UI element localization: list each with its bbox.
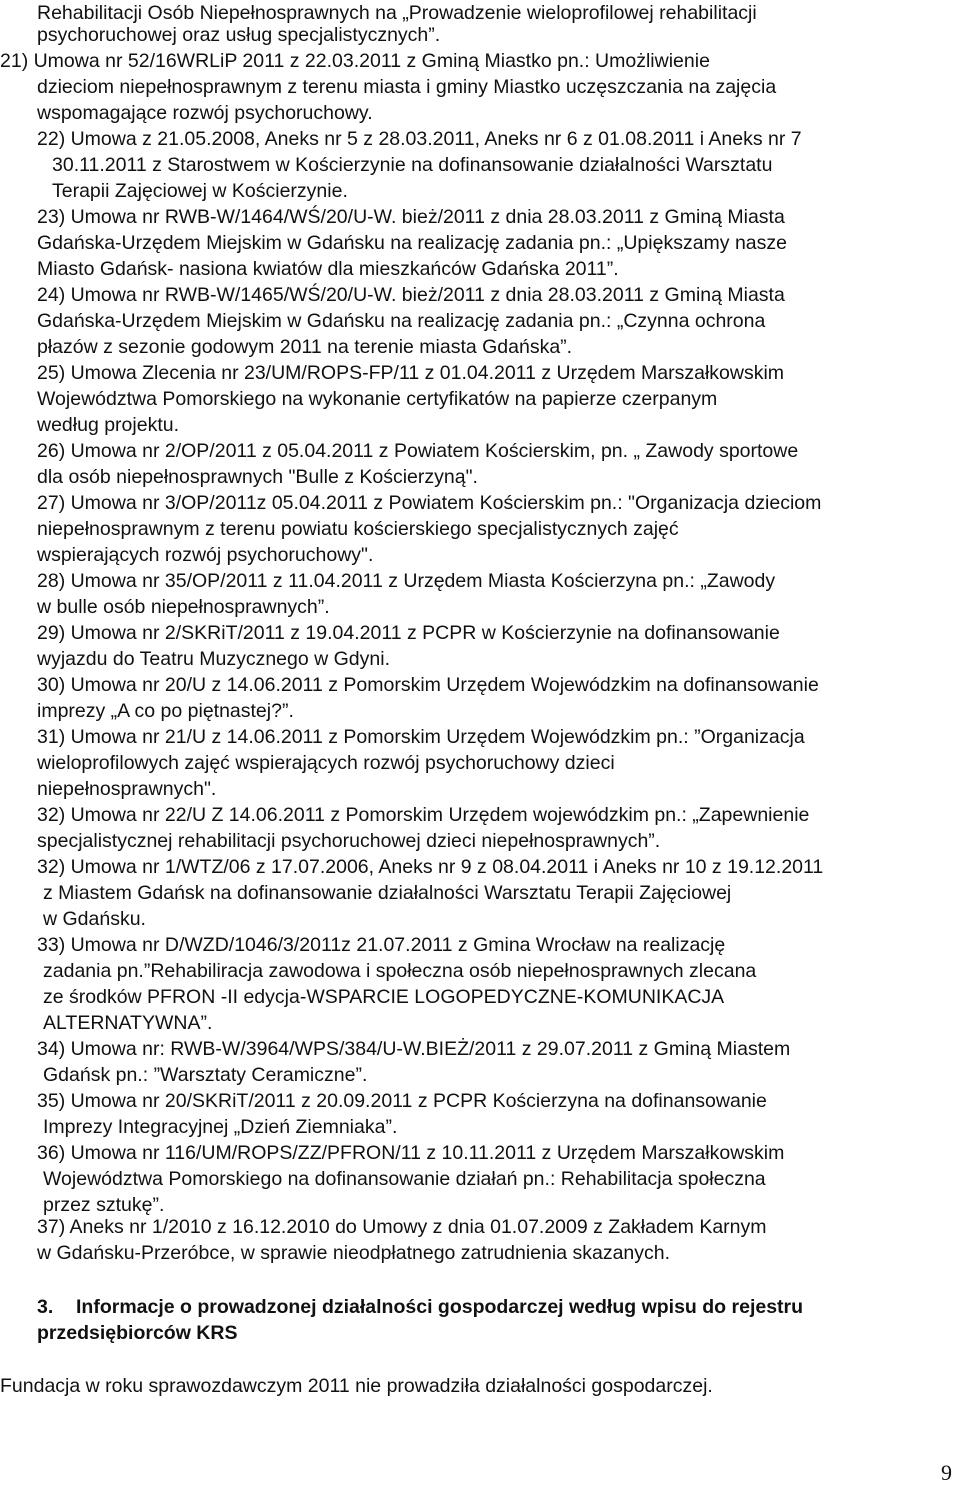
text-line: niepełnosprawnych". (37, 778, 217, 800)
text-line: według projektu. (37, 414, 180, 436)
section-heading-continued: przedsiębiorców KRS (37, 1322, 238, 1344)
list-item: 25) Umowa Zlecenia nr 23/UM/ROPS-FP/11 z 01.04.2011 z Urzędem Marszałkowskim (37, 362, 785, 384)
list-item: 32) Umowa nr 1/WTZ/06 z 17.07.2006, Aneks nr 9 z 08.04.2011 i Aneks nr 10 z 19.12.2011 (37, 856, 824, 878)
list-item: 37) Aneks nr 1/2010 z 16.12.2010 do Umowy z dnia 01.07.2009 z Zakładem Karnym (37, 1216, 767, 1238)
closing-paragraph: Fundacja w roku sprawozdawczym 2011 nie prowadziła działalności gospodarczej. (0, 1375, 713, 1397)
text-line: w bulle osób niepełnosprawnych”. (37, 596, 330, 618)
text-line: Terapii Zajęciowej w Kościerzynie. (52, 180, 348, 202)
text-line: wieloprofilowych zajęć wspierających rozwój psychoruchowy dzieci (37, 752, 615, 774)
text-line: Gdańska-Urzędem Miejskim w Gdańsku na realizację zadania pn.: „Upiększamy nasze (37, 232, 787, 254)
text-line: z Miastem Gdańsk na dofinansowanie działalności Warsztatu Terapii Zajęciowej (43, 882, 732, 904)
section-heading: Informacje o prowadzonej działalności gospodarczej według wpisu do rejestru (76, 1296, 804, 1318)
text-line: zadania pn.”Rehabiliracja zawodowa i społeczna osób niepełnosprawnych zlecana (43, 960, 757, 982)
text-line: psychoruchowej oraz usług specjalistycznych”. (37, 24, 441, 46)
text-line: dzieciom niepełnosprawnym z terenu miasta i gminy Miastko uczęszczania na zajęcia (37, 76, 777, 98)
text-line: Województwa Pomorskiego na wykonanie certyfikatów na papierze czerpanym (37, 388, 718, 410)
text-line: w Gdańsku. (43, 908, 146, 930)
text-line: ALTERNATYWNA”. (43, 1012, 213, 1034)
list-item: 33) Umowa nr D/WZD/1046/3/2011z 21.07.2011 z Gmina Wrocław na realizację (37, 934, 726, 956)
list-item: 36) Umowa nr 116/UM/ROPS/ZZ/PFRON/11 z 10.11.2011 z Urzędem Marszałkowskim (37, 1142, 785, 1164)
text-line: przez sztukę”. (43, 1194, 165, 1216)
text-line: dla osób niepełnosprawnych "Bulle z Kościerzyną". (37, 466, 478, 488)
list-item: 30) Umowa nr 20/U z 14.06.2011 z Pomorskim Urzędem Wojewódzkim na dofinansowanie (37, 674, 819, 696)
list-item: 26) Umowa nr 2/OP/2011 z 05.04.2011 z Powiatem Kościerskim, pn. „ Zawody sportowe (37, 440, 799, 462)
list-item: 27) Umowa nr 3/OP/2011z 05.04.2011 z Powiatem Kościerskim pn.: "Organizacja dzieciom (37, 492, 822, 514)
list-item: 24) Umowa nr RWB-W/1465/WŚ/20/U-W. bież/2011 z dnia 28.03.2011 z Gminą Miasta (37, 284, 785, 306)
list-item: 21) Umowa nr 52/16WRLiP 2011 z 22.03.2011 z Gminą Miastko pn.: Umożliwienie (0, 50, 710, 72)
list-item: 31) Umowa nr 21/U z 14.06.2011 z Pomorskim Urzędem Wojewódzkim pn.: ”Organizacja (37, 726, 805, 748)
page-number: 9 (941, 1460, 952, 1485)
text-line: wspierających rozwój psychoruchowy". (37, 544, 374, 566)
text-line: Rehabilitacji Osób Niepełnosprawnych na „Prowadzenie wieloprofilowej rehabilitacji (37, 2, 757, 24)
text-line: Województwa Pomorskiego na dofinansowanie działań pn.: Rehabilitacja społeczna (43, 1168, 766, 1190)
text-line: wyjazdu do Teatru Muzycznego w Gdyni. (37, 648, 390, 670)
list-item: 23) Umowa nr RWB-W/1464/WŚ/20/U-W. bież/2011 z dnia 28.03.2011 z Gminą Miasta (37, 206, 785, 228)
text-line: niepełnosprawnym z terenu powiatu kościerskiego specjalistycznych zajęć (37, 518, 679, 540)
list-item: 32) Umowa nr 22/U Z 14.06.2011 z Pomorskim Urzędem wojewódzkim pn.: „Zapewnienie (37, 804, 810, 826)
list-item: 22) Umowa z 21.05.2008, Aneks nr 5 z 28.03.2011, Aneks nr 6 z 01.08.2011 i Aneks nr 7 (37, 128, 802, 150)
list-item: 28) Umowa nr 35/OP/2011 z 11.04.2011 z Urzędem Miasta Kościerzyna pn.: „Zawody (37, 570, 776, 592)
text-line: imprezy „A co po piętnastej?”. (37, 700, 294, 722)
text-line: Miasto Gdańsk- nasiona kwiatów dla mieszkańców Gdańska 2011”. (37, 258, 619, 280)
text-line: 30.11.2011 z Starostwem w Kościerzynie na dofinansowanie działalności Warsztatu (52, 154, 773, 176)
text-line: płazów z sezonie godowym 2011 na terenie miasta Gdańska”. (37, 336, 573, 358)
text-line: Imprezy Integracyjnej „Dzień Ziemniaka”. (43, 1116, 398, 1138)
text-line: ze środków PFRON -II edycja-WSPARCIE LOGOPEDYCZNE-KOMUNIKACJA (43, 986, 725, 1008)
text-line: Gdańska-Urzędem Miejskim w Gdańsku na realizację zadania pn.: „Czynna ochrona (37, 310, 766, 332)
list-item: 34) Umowa nr: RWB-W/3964/WPS/384/U-W.BIEŻ/2011 z 29.07.2011 z Gminą Miastem (37, 1038, 791, 1060)
text-line: wspomagające rozwój psychoruchowy. (37, 102, 373, 124)
text-line: w Gdańsku-Przeróbce, w sprawie nieodpłatnego zatrudnienia skazanych. (37, 1242, 671, 1264)
section-number: 3. (37, 1296, 54, 1318)
list-item: 29) Umowa nr 2/SKRiT/2011 z 19.04.2011 z PCPR w Kościerzynie na dofinansowanie (37, 622, 780, 644)
text-line: Gdańsk pn.: ”Warsztaty Ceramiczne”. (43, 1064, 368, 1086)
text-line: specjalistycznej rehabilitacji psychoruchowej dzieci niepełnosprawnych”. (37, 830, 661, 852)
list-item: 35) Umowa nr 20/SKRiT/2011 z 20.09.2011 z PCPR Kościerzyna na dofinansowanie (37, 1090, 767, 1112)
